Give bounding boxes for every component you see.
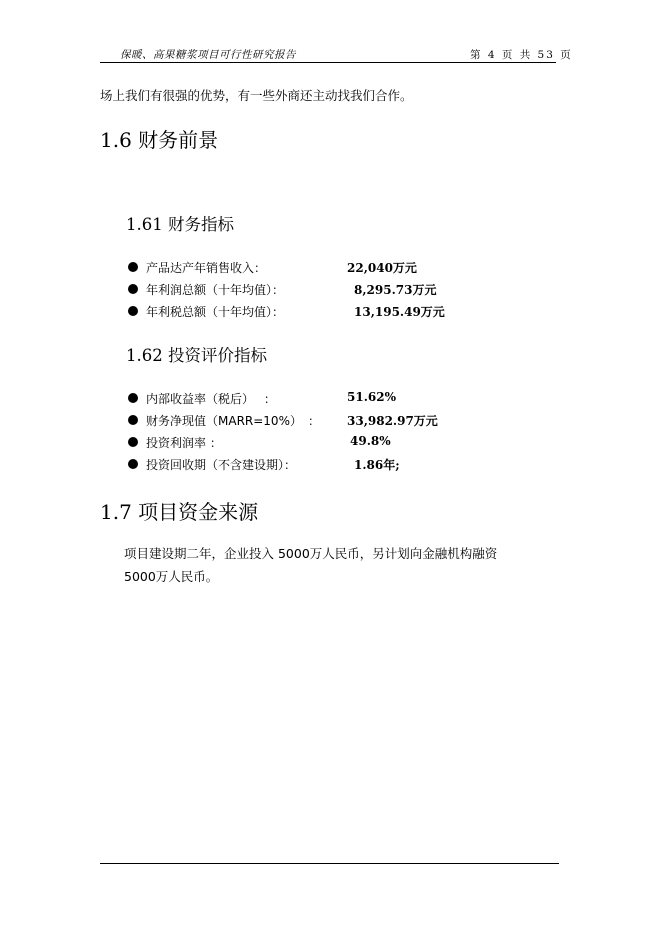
bullet-icon [128,437,138,447]
bullet-icon [128,306,138,316]
indicator-value: 51.62% [347,390,396,404]
indicator-label: 投资回收期（不含建设期）： [146,458,297,472]
indicator-label: 年利润总额（十年均值）： [146,283,285,297]
subsection-heading-1-62: 1.62 投资评价指标 [126,346,267,365]
bullet-icon [128,262,138,272]
intro-line: 场上我们有很强的优势，有一些外商还主动找我们合作。 [100,88,413,103]
indicator-label: 内部收益率（税后） ： [146,392,276,406]
indicator-value: 22,040万元 [347,261,417,275]
indicator-value: 8,295.73万元 [354,283,437,297]
header-title: 保暖、高果糖浆项目可行性研究报告 [120,49,296,61]
section-heading-1-6: 1.6 财务前景 [100,128,219,152]
section-heading-1-7: 1.7 项目资金来源 [100,500,259,524]
indicator-label: 产品达产年销售收入： [146,261,267,275]
footer-divider [100,863,559,864]
bullet-icon [128,415,138,425]
header-divider [100,62,556,63]
bullet-icon [128,393,138,403]
indicator-label: 投资利润率 ： [146,436,222,450]
funding-paragraph-line-1: 项目建设期二年，企业投入 5000万人民币，另计划向金融机构融资 [124,546,498,561]
indicator-label: 财务净现值（MARR=10%） ： [146,414,320,428]
bullet-icon [128,459,138,469]
indicator-value: 49.8% [350,434,391,448]
subsection-heading-1-61: 1.61 财务指标 [126,215,234,234]
bullet-icon [128,284,138,294]
indicator-value: 13,195.49万元 [354,305,445,319]
header-page-info: 第 4 页 共 53 页 [470,49,573,61]
indicator-value: 1.86年; [354,458,400,472]
indicator-label: 年利税总额（十年均值）： [146,305,285,319]
indicator-value: 33,982.97万元 [347,414,438,428]
funding-paragraph-line-2: 5000万人民币。 [124,569,219,584]
